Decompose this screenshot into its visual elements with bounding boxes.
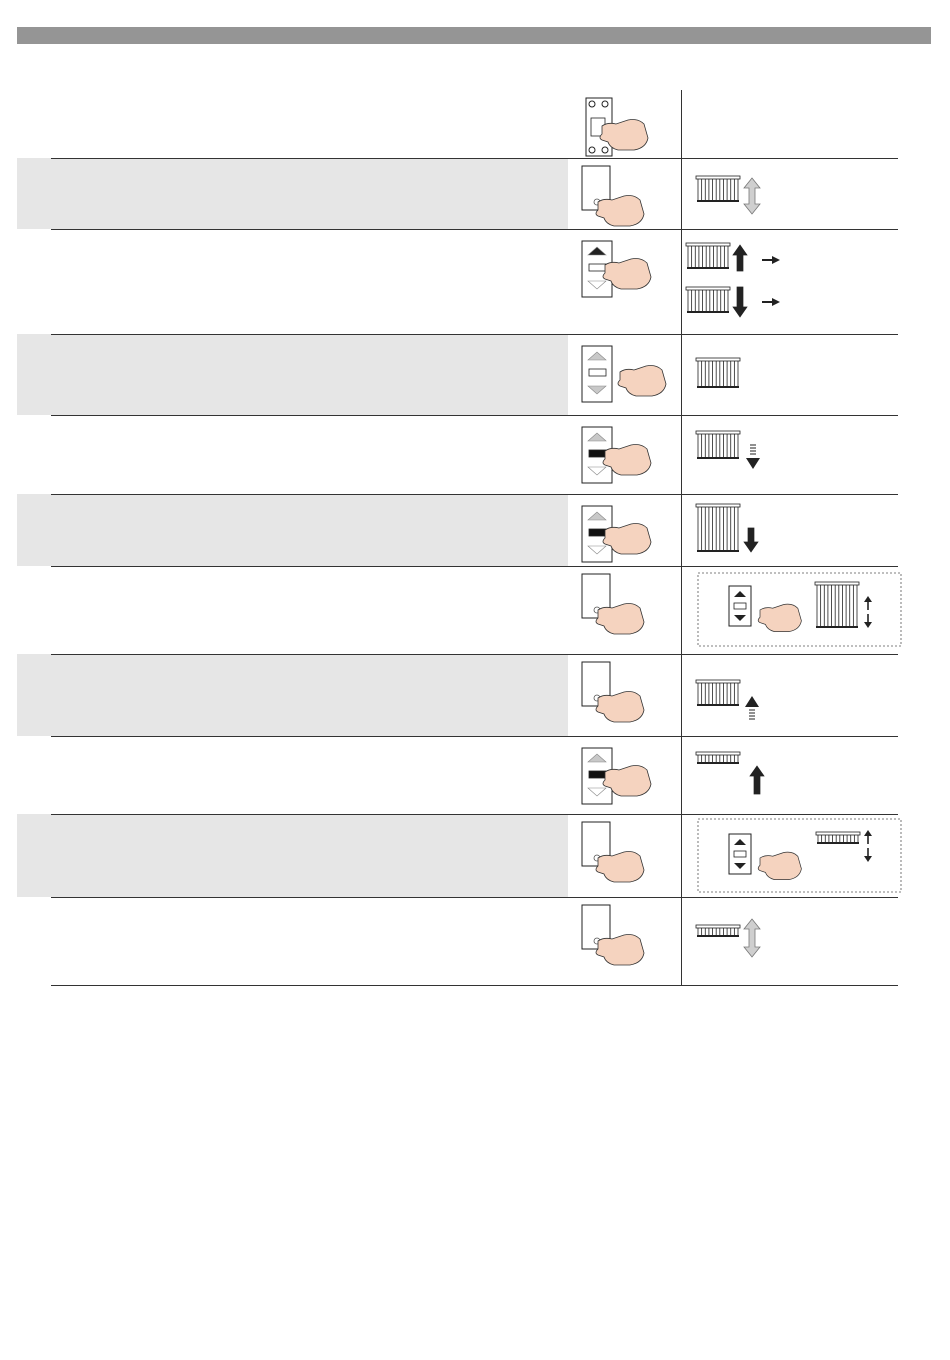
result-illustration [696,358,740,388]
shutter-icon [696,752,740,764]
arrow-up-down-icon [744,178,760,214]
result-illustration [698,573,901,646]
shutter-icon [696,680,740,706]
wall-button-icon [582,166,644,226]
result-illustration [696,431,760,469]
shutter-icon [686,243,730,269]
hand-icon [758,604,801,631]
wall-button-icon [582,905,644,965]
result-illustration [696,752,764,794]
arrow-down-icon [744,528,758,552]
arrow-right-icon [762,256,780,264]
rocker-switch-icon [582,427,651,483]
remote-rocker-icon [729,586,751,626]
arrow-down-icon [733,287,747,317]
shutter-icon [696,504,740,552]
circuit-breaker-icon [586,98,648,156]
remote-rocker-icon [729,834,751,874]
rocker-switch-icon [582,241,651,297]
result-illustration [696,504,758,552]
arrow-up-icon [750,766,764,794]
shutter-icon [686,287,730,313]
up-down-arrow-icon [864,596,872,628]
hand-icon [758,852,801,879]
wall-button-icon [582,574,644,634]
hand-icon [596,604,644,635]
jog-up-arrow-icon [745,696,759,719]
shutter-icon [816,832,860,844]
wall-button-icon [582,662,644,722]
up-down-arrow-icon [864,830,872,862]
rocker-switch-icon [582,748,651,804]
hand-icon [596,196,644,227]
hand-icon [596,692,644,723]
shutter-icon [696,176,740,202]
shutter-icon [696,431,740,459]
result-illustration [698,819,901,892]
shutter-icon [696,925,740,937]
arrow-up-icon [733,245,747,271]
wall-button-icon [582,822,644,882]
hand-icon [618,366,666,397]
shutter-icon [815,582,859,628]
rocker-switch-icon [582,346,666,402]
hand-icon [596,852,644,883]
result-illustration [686,243,780,317]
shutter-icon [696,358,740,388]
jog-down-arrow-icon [746,445,760,469]
result-illustration [696,680,759,719]
hand-icon [596,935,644,966]
result-illustration [696,919,760,957]
result-illustration [696,176,760,214]
rocker-switch-icon [582,506,651,562]
arrow-right-icon [762,298,780,306]
arrow-up-down-icon [744,919,760,957]
